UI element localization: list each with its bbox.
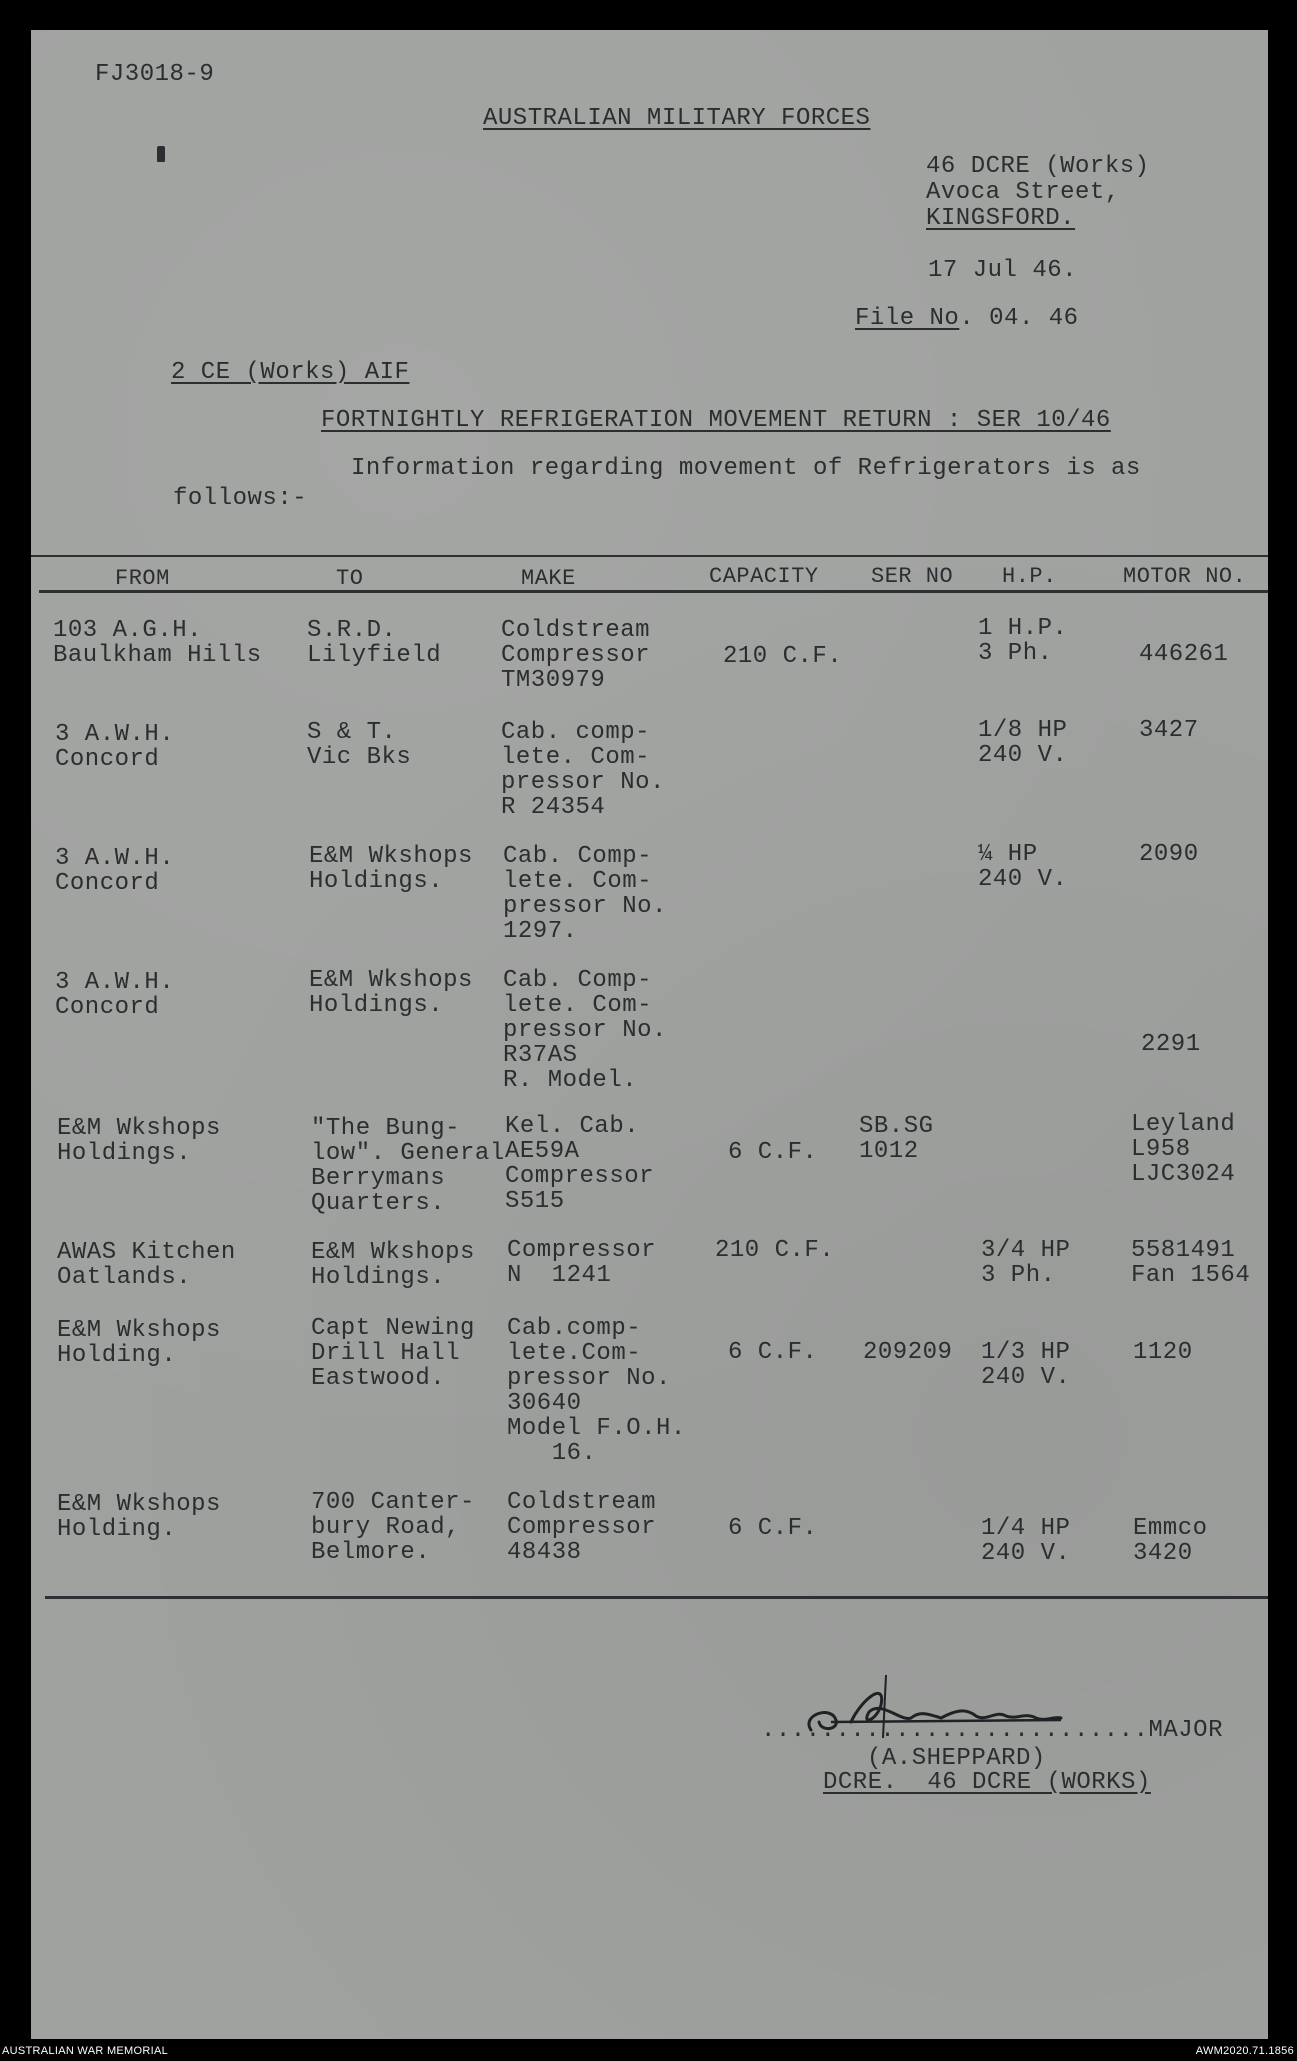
letter-date: 17 Jul 46.: [928, 257, 1078, 284]
cell-hp: 1 H.P. 3 Ph.: [978, 615, 1068, 667]
document-heading: AUSTRALIAN MILITARY FORCES: [483, 105, 871, 132]
header-capacity: CAPACITY: [709, 564, 819, 589]
cell-motor: 1120: [1133, 1339, 1193, 1366]
header-hp: H.P.: [1002, 564, 1057, 589]
cell-from: 3 A.W.H. Concord: [55, 845, 175, 897]
sender-line-2: Avoca Street,: [926, 179, 1120, 206]
cell-to: S & T. Vic Bks: [307, 719, 412, 771]
header-to: TO: [336, 566, 364, 591]
signature-line: [761, 1718, 1223, 1743]
header-rule: [39, 590, 1268, 593]
cell-make: Coldstream Compressor TM30979: [501, 617, 651, 694]
cell-motor: Leyland L958 LJC3024: [1131, 1111, 1236, 1188]
cell-hp: 1/4 HP 240 V.: [981, 1515, 1071, 1567]
cell-hp: 1/3 HP 240 V.: [981, 1339, 1071, 1391]
cell-from: 3 A.W.H. Concord: [55, 721, 175, 773]
cell-make: Cab. Comp- lete. Com- pressor No. 1297.: [503, 843, 667, 945]
signatory-name: (A.SHEPPARD): [867, 1745, 1046, 1772]
intro-line-1: Information regarding movement of Refrigerators is as: [351, 455, 1141, 482]
cell-motor: 2090: [1139, 841, 1199, 868]
file-number: [855, 306, 1079, 331]
sender-line-3: KINGSFORD.: [926, 205, 1076, 232]
file-number-value: . 04. 46: [959, 305, 1079, 332]
header-ser-no: SER NO: [871, 564, 954, 589]
cell-motor: 5581491 Fan 1564: [1131, 1237, 1251, 1289]
cell-from: AWAS Kitchen Oatlands.: [57, 1239, 236, 1291]
cell-to: S.R.D. Lilyfield: [307, 617, 442, 669]
cell-make: Cab.comp- lete.Com- pressor No. 30640 Model F.O.H. 16.: [507, 1315, 686, 1467]
addressee: 2 CE (Works) AIF: [171, 359, 410, 386]
signature-rank: .MAJOR: [1133, 1717, 1223, 1744]
cell-from: E&M Wkshops Holding.: [57, 1317, 221, 1369]
ink-mark: [157, 146, 165, 162]
cell-from: E&M Wkshops Holding.: [57, 1491, 221, 1543]
cell-capacity: 210 C.F.: [715, 1237, 835, 1264]
header-from: FROM: [115, 566, 170, 591]
cell-ser: 209209: [863, 1339, 953, 1366]
cell-ser: SB.SG 1012: [859, 1113, 934, 1165]
signatory-title: DCRE. 46 DCRE (WORKS): [823, 1769, 1151, 1796]
cell-capacity: 6 C.F.: [728, 1515, 818, 1542]
header-make: MAKE: [521, 566, 576, 591]
signature-dots: .........................: [761, 1717, 1134, 1744]
cell-hp: ¼ HP 240 V.: [978, 841, 1068, 893]
sender-line-1: 46 DCRE (Works): [926, 153, 1150, 180]
cell-make: Compressor N 1241: [507, 1237, 657, 1289]
cell-hp: 1/8 HP 240 V.: [978, 717, 1068, 769]
cell-to: E&M Wkshops Holdings.: [309, 843, 473, 895]
file-number-label: File No: [855, 305, 960, 332]
table-bottom-rule: [45, 1596, 1268, 1599]
document-page: [31, 30, 1268, 2039]
cell-make: Kel. Cab. AE59A Compressor S515: [505, 1113, 655, 1215]
intro-line-2: follows:-: [173, 485, 308, 512]
cell-motor: 446261: [1139, 641, 1229, 668]
cell-make: Cab. comp- lete. Com- pressor No. R 24354: [501, 719, 665, 821]
cell-from: 3 A.W.H. Concord: [55, 969, 175, 1021]
cell-capacity: 6 C.F.: [728, 1139, 818, 1166]
cell-to: "The Bung- low". General Berrymans Quarters.: [311, 1115, 505, 1217]
cell-make: Cab. Comp- lete. Com- pressor No. R37AS R. Model.: [503, 967, 667, 1094]
footer-accession-number: AWM2020.71.1856: [1195, 2045, 1294, 2057]
cell-from: E&M Wkshops Holdings.: [57, 1115, 221, 1167]
cell-motor: 2291: [1141, 1031, 1201, 1058]
subject-line: FORTNIGHTLY REFRIGERATION MOVEMENT RETURN : SER 10/46: [321, 407, 1111, 434]
cell-make: Coldstream Compressor 48438: [507, 1489, 657, 1566]
cell-capacity: 6 C.F.: [728, 1339, 818, 1366]
footer-institution: AUSTRALIAN WAR MEMORIAL: [2, 2045, 169, 2057]
cell-to: E&M Wkshops Holdings.: [311, 1239, 475, 1291]
file-reference: FJ3018-9: [95, 61, 215, 88]
cell-capacity: 210 C.F.: [723, 643, 843, 670]
cell-to: E&M Wkshops Holdings.: [309, 967, 473, 1019]
cell-motor: Emmco 3420: [1133, 1515, 1208, 1567]
cell-hp: 3/4 HP 3 Ph.: [981, 1237, 1071, 1289]
table-top-rule: [31, 555, 1268, 557]
cell-to: Capt Newing Drill Hall Eastwood.: [311, 1315, 475, 1392]
cell-from: 103 A.G.H. Baulkham Hills: [53, 617, 262, 669]
cell-motor: 3427: [1139, 717, 1199, 744]
cell-to: 700 Canter- bury Road, Belmore.: [311, 1489, 475, 1566]
header-motor-no: MOTOR NO.: [1123, 564, 1247, 589]
